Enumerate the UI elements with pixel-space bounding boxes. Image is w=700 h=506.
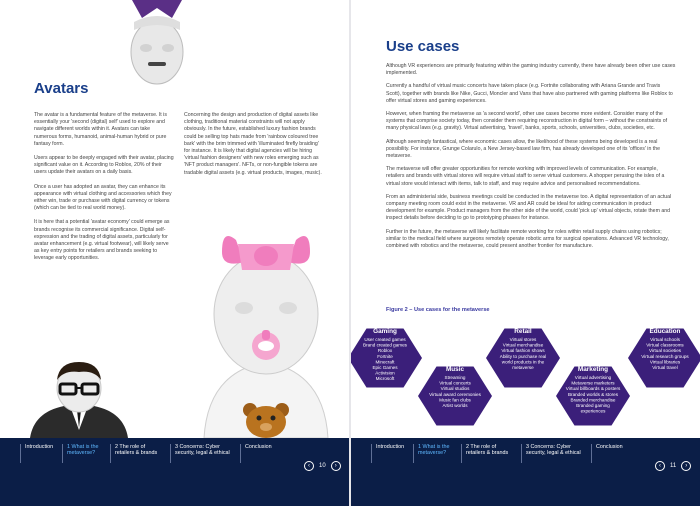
hexagon-item: Virtual research groups (641, 353, 689, 359)
use-cases-hexagon-diagram (351, 318, 700, 438)
hexagon-item: Fortnite (377, 353, 393, 359)
hexagon-item: Microsoft (375, 376, 395, 382)
hexagon-item: Virtual advertising (574, 375, 612, 380)
avatar-top-illustration (122, 0, 192, 92)
paragraph: The avatar is a fundamental feature of the metaverse. It is essentially your 'second (digital) self' used to explore and navigate different worlds within it. Avatars can take numerous forms, humanoid, animal-human hybrid or pure fantasy form. (34, 112, 167, 147)
paragraph: Once a user has adopted an avatar, they can enhance its appearance with virtual clothing and accessories which they either win, trade or purchase with digital currency or tokens (which can be tied to real world money). (34, 183, 172, 212)
hexagon-item: Streaming (444, 375, 466, 380)
hexagon-education (628, 328, 700, 388)
hexagon-item: Artist worlds (442, 403, 468, 408)
nav-item-what-is-metaverse[interactable]: 1 What is the metaverse? (62, 444, 98, 463)
prev-arrow-icon[interactable]: ‹ (655, 461, 665, 471)
nav-item-role-of-retailers[interactable]: 2 The role of retailers & brands (110, 444, 157, 463)
hexagon-item: Metaverse marketers (571, 380, 615, 386)
nav-item-what-is-metaverse[interactable]: 1 What is the metaverse? (413, 444, 449, 463)
hexagon-music (418, 366, 492, 426)
figure-caption: Figure 2 – Use cases for the metaverse (386, 307, 490, 313)
left-page (0, 0, 349, 506)
hexagon-item: Virtual schools (650, 337, 680, 342)
nav-item-introduction[interactable]: Introduction (20, 444, 53, 463)
hexagon-item: Virtual libraries (649, 359, 681, 365)
hexagon-item: Music fan clubs (439, 397, 471, 403)
paragraph: However, when framing the metaverse as 'a second world', other use cases become more evident. Consider many of the systems that comprise society today, then consider them requiring reconstruction in digital form – without the constraints of many physical laws (e.g. gravity). Virtual advertising, 'travel', banks, sports, schools, universities, clubs, societies, etc. (386, 111, 668, 132)
hexagon-gaming (351, 328, 422, 388)
hexagon-title: Retail (514, 328, 532, 335)
hexagon-item: Activision (375, 370, 395, 376)
nav-item-introduction[interactable]: Introduction (371, 444, 404, 463)
paragraph: It is here that a potential 'avatar economy' could emerge as brands recognise its commercial significance. Digital self-expression and the trading of digital assets, particularly for avatar enhancement (e.g. virtual footwear), will likely serve as key entry points for retailers and brands seeking to leverage early opportunities. (34, 219, 170, 262)
hexagon-item: Virtual award ceremonies (429, 391, 481, 397)
hexagon-item: Ability to purchase real (499, 353, 547, 359)
hexagon-item: Virtual merchandise (502, 342, 544, 348)
hexagon-title: Education (649, 328, 681, 335)
paragraph: From an administerial side, business meetings could be conducted in the metaverse too. A digital representation of an actual company meeting room could exist in the metaverse. VR and AR could be ideal for aiding communication in product development for example. Product managers from the other side of the world, could 'pick up' virtual objects, rotate them and inspect details before deciding to go to prototyping phases for instance. (386, 193, 672, 222)
use-cases-title: Use cases (386, 38, 460, 55)
businessman-avatar-illustration (24, 360, 134, 438)
nav-item-conclusion[interactable]: Conclusion (591, 444, 623, 463)
hexagon-title: Music (445, 366, 465, 373)
prev-arrow-icon[interactable]: ‹ (304, 461, 314, 471)
right-page (351, 0, 700, 506)
next-arrow-icon[interactable]: › (331, 461, 341, 471)
hexagon-item: Virtual fashion shows (501, 348, 545, 354)
hexagon-item: Virtual travel (652, 365, 678, 370)
paragraph: Although seemingly fantastical, where economic cases allow, the likelihood of these systems being developed is a real possibility. For instance, Grunge Colarulo, a New Jersey-based law firm, has already developed one of its 'offices' in the metaverse. (386, 138, 660, 160)
page-number: 10 (319, 463, 326, 469)
nav-item-role-of-retailers[interactable]: 2 The role of retailers & brands (461, 444, 508, 463)
paragraph: Although VR experiences are primarily featuring within the gaming industry currently, there have already been other use cases implemented. (386, 63, 676, 77)
avatars-text-col2 (184, 112, 322, 184)
hexagon-item: world products in the (501, 359, 545, 365)
nav-menu (0, 444, 349, 464)
paragraph: The metaverse will offer greater opportunities for remote working with improved levels of communication. For example, retailers and brands with virtual stores will require virtual staff to serve virtual customers. A shopper perusing the isles of a virtual store would interact with items, talk to staff, and may require advice and personalised recommendations. (386, 166, 665, 187)
page-number: 11 (670, 463, 677, 469)
next-arrow-icon[interactable]: › (681, 461, 691, 471)
hexagon-item: metaverse (512, 365, 534, 370)
nav-item-conclusion[interactable]: Conclusion (240, 444, 272, 463)
hexagon-item: Virtual billboards & posters (565, 386, 621, 392)
avatars-text-col1 (34, 112, 174, 270)
nav-menu (351, 444, 700, 464)
hexagon-item: Virtual classrooms (646, 342, 684, 348)
hexagon-item: Virtual stores (509, 337, 537, 342)
use-cases-text (386, 63, 676, 256)
hexagon-item: Roblox (377, 348, 393, 354)
hexagon-item: Virtual societies (648, 348, 682, 354)
pager-left (304, 461, 341, 471)
hexagon-item: Brand created games (363, 342, 407, 348)
hexagon-item: Virtual concerts (439, 380, 471, 386)
baby-avatar-illustration (182, 222, 349, 438)
hexagon-marketing (556, 366, 630, 426)
footer-nav-left (0, 438, 349, 506)
paragraph: Users appear to be deeply engaged with their avatar, placing significant value on it. According to Roblox, 20% of their users update their avatars on a daily basis. (34, 155, 174, 176)
hexagon-item: Virtual studios (440, 386, 470, 392)
avatars-title: Avatars (34, 80, 89, 97)
hexagon-item: Branded worlds & stores (567, 391, 619, 397)
hexagon-title: Marketing (577, 366, 609, 373)
hexagon-item: Branded gaming (576, 403, 610, 408)
hexagon-item: User created games (364, 337, 406, 342)
pager-right (655, 461, 691, 471)
hexagon-item: Branded merchandise (570, 397, 616, 403)
hexagon-item: experiences (580, 408, 606, 414)
paragraph: Further in the future, the metaverse will likely facilitate remote working for roles within retail supply chains using robotics; similar to the medical field where surgeons remotely operate robotic arms for surgical operations. Advanced VR technology, combined with robotics and the metaverse, could present another frontier for manufacture. (386, 228, 669, 250)
hexagon-item: Minecraft (375, 359, 395, 365)
paragraph: Currently a handful of virtual music concerts have taken place (e.g. Fortnite collaborating with Ariana Grande and Travis Scott), together with brands like Nike, Gucci, Moncler and Vans that have also partnered with gaming platforms like Roblox to offer virtual stores and gaming experiences. (386, 83, 673, 104)
hexagon-retail (486, 328, 560, 388)
hexagon-item: Epic Games (372, 365, 398, 370)
nav-item-concerns[interactable]: 3 Concerns: Cyber security, legal & ethical (170, 444, 230, 463)
footer-nav-right (351, 438, 700, 506)
nav-item-concerns[interactable]: 3 Concerns: Cyber security, legal & ethical (521, 444, 581, 463)
paragraph: Concerning the design and production of digital assets like clothing, traditional material constraints will not apply obviously. In the future, established luxury fashion brands could be selling top hats made from 'rainbow coloured tree bark' with the brim trimmed with 'illuminated firefly braiding' for instance. It is likely that digital agencies will be hiring 'virtual fashion designers' with new roles emerging such as 'NFT product managers'. NFTs, or non-fungible tokens are tradable digital assets (e.g. virtual products, images, music). (184, 112, 322, 176)
hexagon-title: Gaming (373, 328, 397, 335)
